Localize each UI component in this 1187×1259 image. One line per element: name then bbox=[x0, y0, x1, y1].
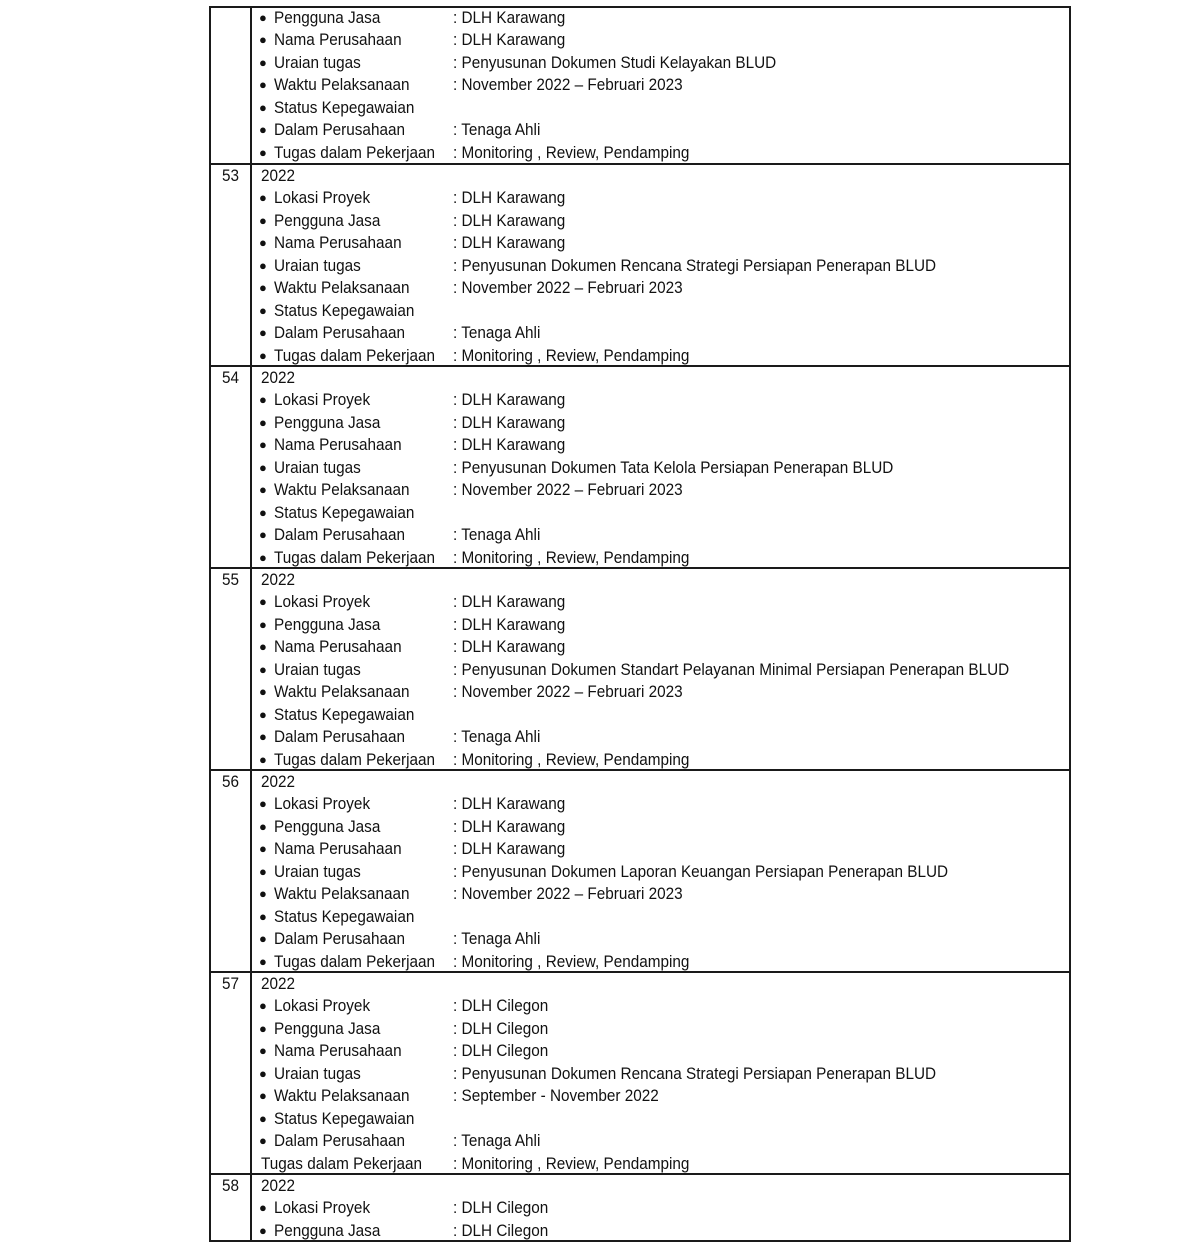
item-value: : Monitoring , Review, Pendamping bbox=[453, 749, 690, 769]
bullet-icon: ● bbox=[259, 1088, 267, 1104]
item-value: : DLH Karawang bbox=[453, 435, 566, 455]
list-item bbox=[0, 119, 1187, 141]
item-value: : DLH Cilegon bbox=[453, 996, 549, 1016]
year-line bbox=[0, 1175, 1187, 1197]
list-item bbox=[0, 883, 1187, 905]
bullet-icon: ● bbox=[259, 437, 267, 453]
item-value: : November 2022 – Februari 2023 bbox=[453, 884, 683, 904]
list-item bbox=[0, 726, 1187, 748]
item-label: Pengguna Jasa bbox=[274, 412, 381, 432]
item-value: : DLH Cilegon bbox=[453, 1018, 549, 1038]
item-label: Waktu Pelaksanaan bbox=[274, 278, 410, 298]
item-value: : Penyusunan Dokumen Tata Kelola Persiapan Penerapan BLUD bbox=[453, 457, 894, 477]
bullet-icon: ● bbox=[259, 1200, 267, 1216]
year: 2022 bbox=[261, 166, 296, 185]
list-item bbox=[0, 74, 1187, 96]
list-item bbox=[0, 434, 1187, 456]
list-item bbox=[0, 951, 1187, 973]
bullet-icon: ● bbox=[259, 392, 267, 408]
list-item bbox=[0, 1018, 1187, 1040]
list-item bbox=[0, 142, 1187, 164]
bullet-icon: ● bbox=[259, 706, 267, 722]
item-value: : Tenaga Ahli bbox=[453, 323, 541, 343]
year: 2022 bbox=[261, 570, 296, 589]
bullet-icon: ● bbox=[259, 818, 267, 834]
list-item bbox=[0, 1220, 1187, 1242]
year: 2022 bbox=[261, 772, 296, 791]
item-value: : DLH Karawang bbox=[453, 839, 566, 859]
list-item bbox=[0, 210, 1187, 232]
list-item bbox=[0, 1197, 1187, 1219]
list-item bbox=[0, 838, 1187, 860]
list-item bbox=[0, 704, 1187, 726]
item-value: : Monitoring , Review, Pendamping bbox=[453, 1153, 690, 1173]
year: 2022 bbox=[261, 974, 296, 993]
item-label: Uraian tugas bbox=[274, 861, 361, 881]
item-value: : DLH Karawang bbox=[453, 8, 566, 27]
item-value: : DLH Karawang bbox=[453, 390, 566, 410]
item-label: Status Kepegawaian bbox=[274, 1108, 415, 1128]
list-item bbox=[0, 749, 1187, 771]
item-label: Pengguna Jasa bbox=[274, 8, 381, 27]
item-label: Status Kepegawaian bbox=[274, 704, 415, 724]
bullet-icon: ● bbox=[259, 1110, 267, 1126]
bullet-icon: ● bbox=[259, 1043, 267, 1059]
row-number: 53 bbox=[221, 166, 240, 185]
list-item bbox=[0, 906, 1187, 928]
item-label: Lokasi Proyek bbox=[274, 996, 371, 1016]
bullet-icon: ● bbox=[259, 661, 267, 677]
bullet-icon: ● bbox=[259, 99, 267, 115]
year-line bbox=[0, 973, 1187, 995]
row-number: 56 bbox=[221, 772, 240, 791]
year-line bbox=[0, 165, 1187, 187]
item-label: Nama Perusahaan bbox=[274, 839, 402, 859]
bullet-icon: ● bbox=[259, 504, 267, 520]
item-label: Pengguna Jasa bbox=[274, 210, 381, 230]
row-number: 55 bbox=[221, 570, 240, 589]
bullet-icon: ● bbox=[259, 10, 267, 25]
list-item bbox=[0, 1063, 1187, 1085]
bullet-icon: ● bbox=[259, 302, 267, 318]
bullet-icon: ● bbox=[259, 1065, 267, 1081]
list-item bbox=[0, 1040, 1187, 1062]
bullet-icon: ● bbox=[259, 751, 267, 767]
item-value: : September - November 2022 bbox=[453, 1086, 659, 1106]
bullet-icon: ● bbox=[259, 257, 267, 273]
bullet-icon: ● bbox=[259, 77, 267, 93]
bullet-icon: ● bbox=[259, 729, 267, 745]
item-label: Lokasi Proyek bbox=[274, 794, 371, 814]
row-number: 54 bbox=[221, 368, 240, 387]
list-item bbox=[0, 547, 1187, 569]
item-value: : November 2022 – Februari 2023 bbox=[453, 682, 683, 702]
bullet-icon: ● bbox=[259, 280, 267, 296]
item-value: : Tenaga Ahli bbox=[453, 120, 541, 140]
item-label: Lokasi Proyek bbox=[274, 390, 371, 410]
list-item bbox=[0, 277, 1187, 299]
item-label: Waktu Pelaksanaan bbox=[274, 682, 410, 702]
list-item bbox=[0, 995, 1187, 1017]
item-label: Uraian tugas bbox=[274, 457, 361, 477]
item-label: Uraian tugas bbox=[274, 1063, 361, 1083]
item-label: Waktu Pelaksanaan bbox=[274, 1086, 410, 1106]
bullet-icon: ● bbox=[259, 886, 267, 902]
item-value: : Tenaga Ahli bbox=[453, 1131, 541, 1151]
list-item bbox=[0, 255, 1187, 277]
bullet-icon: ● bbox=[259, 414, 267, 430]
list-item bbox=[0, 636, 1187, 658]
item-label: Dalam Perusahaan bbox=[274, 323, 405, 343]
item-label: Nama Perusahaan bbox=[274, 233, 402, 253]
item-label: Nama Perusahaan bbox=[274, 435, 402, 455]
list-item bbox=[0, 928, 1187, 950]
row-number: 57 bbox=[221, 974, 240, 993]
year-line bbox=[0, 771, 1187, 793]
year: 2022 bbox=[261, 1176, 296, 1195]
bullet-icon: ● bbox=[259, 54, 267, 70]
item-label: Pengguna Jasa bbox=[274, 1220, 381, 1240]
list-item bbox=[0, 1130, 1187, 1152]
list-item bbox=[0, 1108, 1187, 1130]
item-label: Status Kepegawaian bbox=[274, 906, 415, 926]
item-label: Dalam Perusahaan bbox=[274, 727, 405, 747]
list-item bbox=[0, 861, 1187, 883]
item-value: : DLH Cilegon bbox=[453, 1220, 549, 1240]
item-label: Lokasi Proyek bbox=[274, 592, 371, 612]
bullet-icon: ● bbox=[259, 1133, 267, 1149]
bullet-icon: ● bbox=[259, 122, 267, 138]
item-value: : DLH Karawang bbox=[453, 412, 566, 432]
list-item bbox=[0, 681, 1187, 703]
item-label: Pengguna Jasa bbox=[274, 816, 381, 836]
list-item bbox=[0, 187, 1187, 209]
list-item bbox=[0, 1153, 1187, 1175]
item-label: Pengguna Jasa bbox=[274, 614, 381, 634]
item-value: : DLH Karawang bbox=[453, 188, 566, 208]
row-number: 58 bbox=[221, 1176, 240, 1195]
item-value: : Penyusunan Dokumen Studi Kelayakan BLUD bbox=[453, 52, 777, 72]
bullet-icon: ● bbox=[259, 549, 267, 565]
bullet-icon: ● bbox=[259, 931, 267, 947]
item-value: : DLH Karawang bbox=[453, 614, 566, 634]
year-line bbox=[0, 569, 1187, 591]
list-item bbox=[0, 614, 1187, 636]
item-label: Tugas dalam Pekerjaan bbox=[274, 142, 436, 162]
bullet-icon: ● bbox=[259, 594, 267, 610]
item-value: : November 2022 – Februari 2023 bbox=[453, 278, 683, 298]
bullet-icon: ● bbox=[259, 347, 267, 363]
bullet-icon: ● bbox=[259, 325, 267, 341]
list-item bbox=[0, 502, 1187, 524]
item-label: Uraian tugas bbox=[274, 255, 361, 275]
item-value: : Monitoring , Review, Pendamping bbox=[453, 547, 690, 567]
item-label: Status Kepegawaian bbox=[274, 502, 415, 522]
item-value: : November 2022 – Februari 2023 bbox=[453, 75, 683, 95]
list-item bbox=[0, 591, 1187, 613]
item-label: Tugas dalam Pekerjaan bbox=[274, 749, 436, 769]
item-value: : DLH Karawang bbox=[453, 592, 566, 612]
item-label: Tugas dalam Pekerjaan bbox=[274, 547, 436, 567]
item-value: : DLH Karawang bbox=[453, 637, 566, 657]
item-value: : Penyusunan Dokumen Rencana Strategi Persiapan Penerapan BLUD bbox=[453, 255, 937, 275]
list-item bbox=[0, 659, 1187, 681]
list-item bbox=[0, 479, 1187, 501]
item-label: Status Kepegawaian bbox=[274, 97, 415, 117]
list-item bbox=[0, 97, 1187, 119]
bullet-icon: ● bbox=[259, 684, 267, 700]
item-label: Nama Perusahaan bbox=[274, 637, 402, 657]
bullet-icon: ● bbox=[259, 639, 267, 655]
item-value: : Penyusunan Dokumen Rencana Strategi Persiapan Penerapan BLUD bbox=[453, 1063, 937, 1083]
year-line bbox=[0, 367, 1187, 389]
item-label: Lokasi Proyek bbox=[274, 188, 371, 208]
list-item bbox=[0, 29, 1187, 51]
list-item bbox=[0, 816, 1187, 838]
bullet-icon: ● bbox=[259, 212, 267, 228]
list-item bbox=[0, 524, 1187, 546]
item-value: : DLH Karawang bbox=[453, 816, 566, 836]
bullet-icon: ● bbox=[259, 459, 267, 475]
item-label: Waktu Pelaksanaan bbox=[274, 75, 410, 95]
list-item bbox=[0, 345, 1187, 367]
item-label: Waktu Pelaksanaan bbox=[274, 884, 410, 904]
item-value: : Monitoring , Review, Pendamping bbox=[453, 142, 690, 162]
item-label: Pengguna Jasa bbox=[274, 1018, 381, 1038]
item-label: Dalam Perusahaan bbox=[274, 1131, 405, 1151]
item-label: Lokasi Proyek bbox=[274, 1198, 371, 1218]
list-item bbox=[0, 457, 1187, 479]
bullet-icon: ● bbox=[259, 863, 267, 879]
bullet-icon: ● bbox=[259, 527, 267, 543]
bullet-icon: ● bbox=[259, 953, 267, 969]
item-label: Waktu Pelaksanaan bbox=[274, 480, 410, 500]
item-value: : DLH Karawang bbox=[453, 233, 566, 253]
list-item bbox=[0, 7, 1187, 29]
item-value: : Monitoring , Review, Pendamping bbox=[453, 951, 690, 971]
item-label: Tugas dalam Pekerjaan bbox=[261, 1153, 423, 1173]
year: 2022 bbox=[261, 368, 296, 387]
item-label: Uraian tugas bbox=[274, 659, 361, 679]
bullet-icon: ● bbox=[259, 1222, 267, 1238]
item-value: : DLH Cilegon bbox=[453, 1198, 549, 1218]
bullet-icon: ● bbox=[259, 32, 267, 48]
bullet-icon: ● bbox=[259, 616, 267, 632]
bullet-icon: ● bbox=[259, 796, 267, 812]
item-value: : Tenaga Ahli bbox=[453, 727, 541, 747]
bullet-icon: ● bbox=[259, 1020, 267, 1036]
item-value: : DLH Cilegon bbox=[453, 1041, 549, 1061]
list-item bbox=[0, 1085, 1187, 1107]
list-item bbox=[0, 793, 1187, 815]
list-item bbox=[0, 389, 1187, 411]
bullet-icon: ● bbox=[259, 482, 267, 498]
bullet-icon: ● bbox=[259, 841, 267, 857]
item-value: : Tenaga Ahli bbox=[453, 929, 541, 949]
list-item bbox=[0, 52, 1187, 74]
list-item bbox=[0, 322, 1187, 344]
item-value: : Penyusunan Dokumen Standart Pelayanan Minimal Persiapan Penerapan BLUD bbox=[453, 659, 1010, 679]
bullet-icon: ● bbox=[259, 144, 267, 160]
item-value: : Tenaga Ahli bbox=[453, 525, 541, 545]
list-item bbox=[0, 232, 1187, 254]
item-value: : DLH Karawang bbox=[453, 210, 566, 230]
item-value: : November 2022 – Februari 2023 bbox=[453, 480, 683, 500]
item-value: : DLH Karawang bbox=[453, 794, 566, 814]
bullet-icon: ● bbox=[259, 908, 267, 924]
item-label: Nama Perusahaan bbox=[274, 30, 402, 50]
list-item bbox=[0, 412, 1187, 434]
item-label: Status Kepegawaian bbox=[274, 300, 415, 320]
list-item bbox=[0, 300, 1187, 322]
item-label: Dalam Perusahaan bbox=[274, 525, 405, 545]
item-label: Dalam Perusahaan bbox=[274, 929, 405, 949]
item-label: Tugas dalam Pekerjaan bbox=[274, 345, 436, 365]
item-label: Tugas dalam Pekerjaan bbox=[274, 951, 436, 971]
bullet-icon: ● bbox=[259, 235, 267, 251]
item-value: : Monitoring , Review, Pendamping bbox=[453, 345, 690, 365]
bullet-icon: ● bbox=[259, 190, 267, 206]
item-label: Uraian tugas bbox=[274, 52, 361, 72]
item-value: : DLH Karawang bbox=[453, 30, 566, 50]
item-value: : Penyusunan Dokumen Laporan Keuangan Persiapan Penerapan BLUD bbox=[453, 861, 949, 881]
item-label: Dalam Perusahaan bbox=[274, 120, 405, 140]
item-label: Nama Perusahaan bbox=[274, 1041, 402, 1061]
bullet-icon: ● bbox=[259, 998, 267, 1014]
